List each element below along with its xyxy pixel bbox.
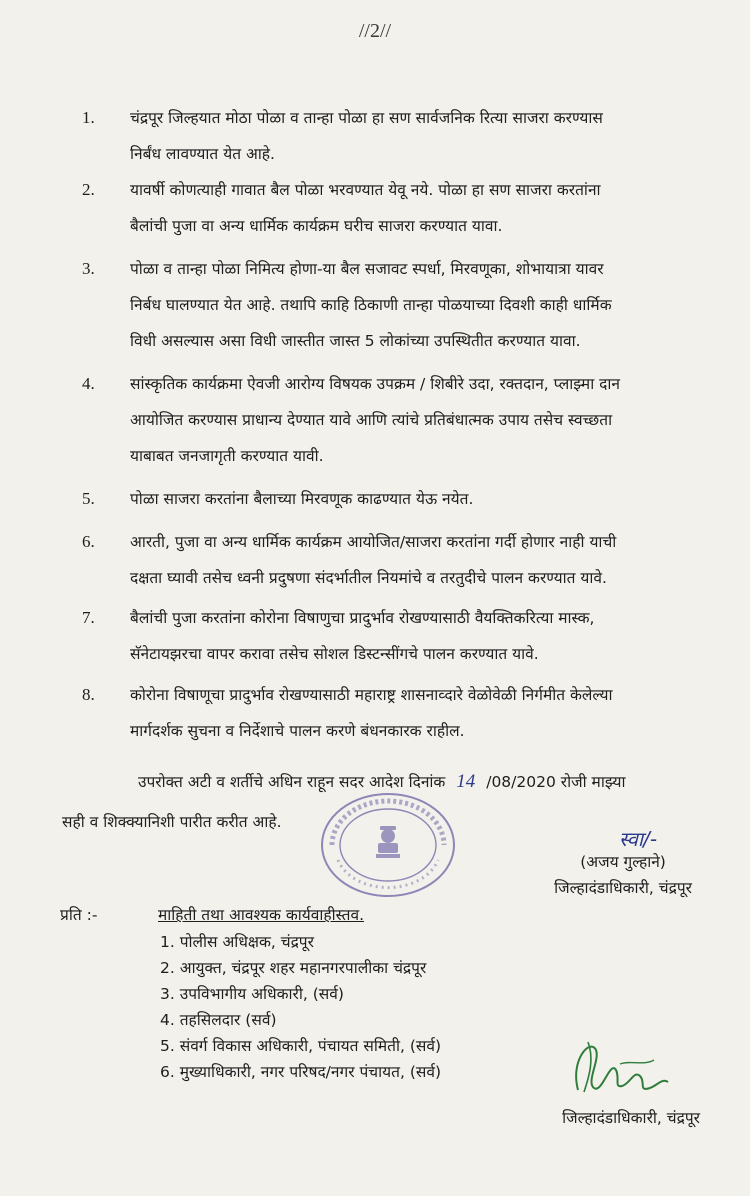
order-line-2: सही व शिक्क्यानिशी पारीत करीत आहे. bbox=[62, 813, 282, 831]
order-text-before: उपरोक्त अटी व शर्तीचे अधिन राहून सदर आदेश दिनांक bbox=[138, 773, 446, 791]
item-line: पोळा साजरा करतांना बैलाच्या मिरवणूक काढण्यात येऊ नयेत. bbox=[130, 490, 474, 508]
signature-text: स्वा/- bbox=[619, 827, 658, 851]
document-page: //2// 1. चंद्रपूर जिल्हयात मोठा पोळा व तान्हा पोळा हा सण सार्वजनिक रित्या साजरा करण्यास निर्बंध लावण्यात येत आहे. 2. यावर्षी कोणत्याही गावात बैल पोळा भरवण्यात येवू नये. पोळा हा सण साजरा करतांना बैलांची पुजा वा अन्य धार्मिक कार्यक्रम घरीच साजरा करण्यात यावा. 3. पोळा व तान्हा पोळा निमित्य होणा-या बैल सजावट स्पर्धा, मिरवणूका, शोभायात्रा यावर निर्बध घालण्यात येत आहे. तथापि काहि ठिकाणी तान्हा पोळयाच्या दिवशी काही धार्मिक विधी असल्यास असा विधी जास्तीत जास्त 5 लोकांच्या उपस्थितीत करण्यात यावा. 4. सांस्कृतिक कार्यक्रमा ऐवजी आरोग्य विषयक उपक्रम / शिबीरे उदा, रक्तदान, प्लाझ्मा दान आयोजित करण्यास प्राधान्य देण्यात यावे आणि त्यांचे प्रतिबंधात्मक उपाय तसेच स्वच्छता याबाबत जनजागृती करण्यात यावी. 5. पोळा साजरा करतांना बैलाच्या मिरवणूक काढण्यात येऊ नयेत. 6. आरती, पुजा वा अन्य धार्मिक कार्यक्रम आयोजित/साजरा करतांना गर्दी होणार नाही याची दक्षता घ्यावी तसेच ध्वनी प्रदुषणा संदर्भातील नियमांचे व तरतुदीचे पालन करण्यात यावे. 7. बैलांची पुजा करतांना कोरोना विषाणुचा प्रादुर्भाव रोखण्यासाठी वैयक्तिकरित्या मास्क, सॅनेटायझरचा वापर करावा तसेच सोशल डिस्टन्सींगचे पालन करण्यात यावे. 8. कोरोना विषाणूचा प्रादुर्भाव रोखण्यासाठी महाराष्ट्र शासनाव्दारे वेळोवेळी निर्गमीत केलेल्या मार्गदर्शक सुचना व निर्देशाचे पालन करणे बंधनकारक राहील. उपरोक्त अटी व शर्तीचे अधिन राहून सदर आदेश दिनांक 14 /08/2020 रोजी माझ्या सही व शिक्क्यानिशी पारीत करीत आहे. स्वा/- (अजय गुल्हाने) जिल्हादंडाधिकारी, चंद्रपूर प्रति :- माहिती तथा आवश्यक कार्यवाहीस्तव. 1. पोलीस अधिक्षक, चंद्रपूर 2. आयुक्त, चंद्रपूर शहर महानगरपालीका चंद्रपूर 3. उपविभागीय अधिकारी, (सर्व) 4. तहसिलदार (सर्व) 5. संवर्ग विकास अधिकारी, पंचायत समिती, (सर्व) 6. मुख्याधिकारी, नगर परिषद/नगर पंचायत, (सर्व) जिल्हादंडाधिकारी, चंद्रपूर bbox=[0, 0, 750, 1196]
bottom-designation: जिल्हादंडाधिकारी, चंद्रपूर bbox=[562, 1109, 700, 1127]
item-line: विधी असल्यास असा विधी जास्तीत जास्त 5 लोकांच्या उपस्थितीत करण्यात यावा. bbox=[130, 332, 581, 350]
copy-to-item: 4. तहसिलदार (सर्व) bbox=[160, 1011, 277, 1029]
copy-to-item: 5. संवर्ग विकास अधिकारी, पंचायत समिती, (सर्व) bbox=[160, 1037, 442, 1055]
signature-block bbox=[554, 828, 692, 902]
page-number: //2// bbox=[358, 20, 392, 42]
item-line: सांस्कृतिक कार्यक्रमा ऐवजी आरोग्य विषयक उपक्रम / शिबीरे उदा, रक्तदान, प्लाझ्मा दान bbox=[130, 375, 620, 393]
copy-to-item: 6. मुख्याधिकारी, नगर परिषद/नगर पंचायत, (सर्व) bbox=[160, 1063, 442, 1081]
item-line: दक्षता घ्यावी तसेच ध्वनी प्रदुषणा संदर्भातील नियमांचे व तरतुदीचे पालन करण्यात यावे. bbox=[130, 569, 607, 587]
item-line: सॅनेटायझरचा वापर करावा तसेच सोशल डिस्टन्सींगचे पालन करण्यात यावे. bbox=[130, 645, 539, 663]
copy-to-item: 2. आयुक्त, चंद्रपूर शहर महानगरपालीका चंद्रपूर bbox=[160, 959, 427, 977]
official-seal-icon bbox=[318, 790, 458, 900]
copy-to-item: 1. पोलीस अधिक्षक, चंद्रपूर bbox=[160, 933, 314, 951]
item-line: निर्बंध लावण्यात येत आहे. bbox=[130, 145, 275, 163]
item-line: आरती, पुजा वा अन्य धार्मिक कार्यक्रम आयोजित/साजरा करतांना गर्दी होणार नाही याची bbox=[130, 533, 617, 551]
signer-designation: जिल्हादंडाधिकारी, चंद्रपूर bbox=[554, 879, 692, 897]
order-text-after: /08/2020 रोजी माझ्या bbox=[486, 773, 626, 791]
item-line: आयोजित करण्यास प्राधान्य देण्यात यावे आणि त्यांचे प्रतिबंधात्मक उपाय तसेच स्वच्छता bbox=[130, 411, 613, 429]
signer-name: (अजय गुल्हाने) bbox=[580, 853, 666, 871]
copy-to-item: 3. उपविभागीय अधिकारी, (सर्व) bbox=[160, 985, 344, 1003]
copy-to-heading: माहिती तथा आवश्यक कार्यवाहीस्तव. bbox=[158, 906, 365, 924]
copy-to-label: प्रति :- bbox=[60, 906, 98, 924]
item-line: बैलांची पुजा वा अन्य धार्मिक कार्यक्रम घरीच साजरा करण्यात यावा. bbox=[130, 217, 503, 235]
item-line: कोरोना विषाणूचा प्रादुर्भाव रोखण्यासाठी महाराष्ट्र शासनाव्दारे वेळोवेळी निर्गमीत केलेल्या bbox=[130, 686, 613, 704]
item-line: मार्गदर्शक सुचना व निर्देशाचे पालन करणे बंधनकारक राहील. bbox=[130, 722, 465, 740]
item-line: निर्बध घालण्यात येत आहे. तथापि काहि ठिकाणी तान्हा पोळयाच्या दिवशी काही धार्मिक bbox=[130, 296, 612, 314]
handwritten-date: 14 bbox=[456, 771, 476, 792]
signature-scribble-icon bbox=[560, 1030, 680, 1100]
item-line: बैलांची पुजा करतांना कोरोना विषाणुचा प्रादुर्भाव रोखण्यासाठी वैयक्तिकरित्या मास्क, bbox=[130, 609, 595, 627]
item-line: यावर्षी कोणत्याही गावात बैल पोळा भरवण्यात येवू नये. पोळा हा सण साजरा करतांना bbox=[130, 181, 601, 199]
item-line: पोळा व तान्हा पोळा निमित्य होणा-या बैल सजावट स्पर्धा, मिरवणूका, शोभायात्रा यावर bbox=[130, 260, 604, 278]
item-line: याबाबत जनजागृती करण्यात यावी. bbox=[130, 447, 324, 465]
item-line: चंद्रपूर जिल्हयात मोठा पोळा व तान्हा पोळा हा सण सार्वजनिक रित्या साजरा करण्यास bbox=[130, 109, 603, 127]
